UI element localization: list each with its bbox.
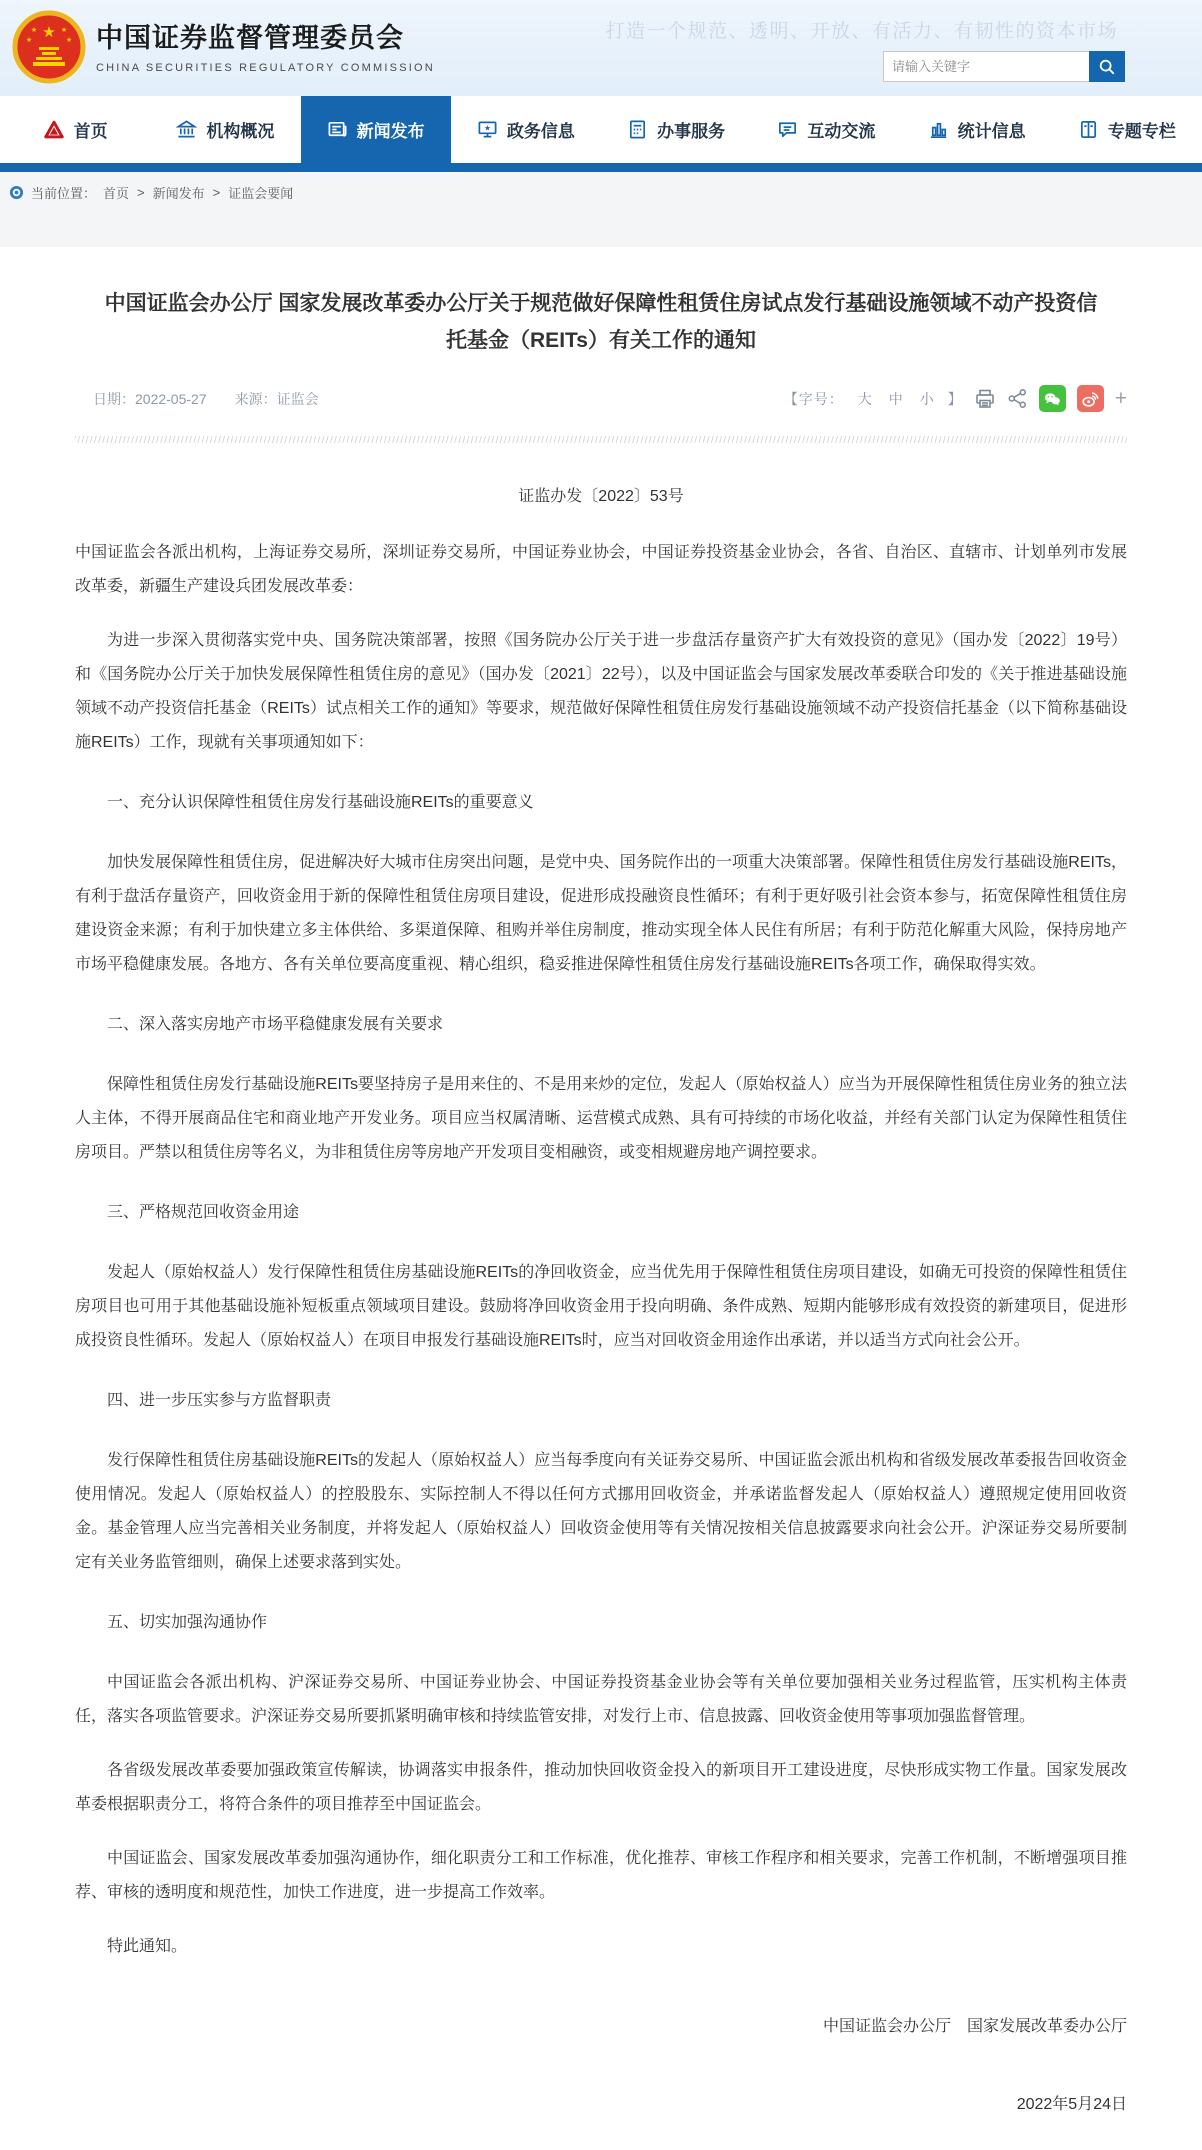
org-name-en: CHINA SECURITIES REGULATORY COMMISSION [96,62,435,74]
search-box [883,51,1125,82]
paragraph: 中国证监会、国家发展改革委加强沟通协作，细化职责分工和工作标准，优化推荐、审核工作程序和相关要求，完善工作机制，不断增强项目推荐、审核的透明度和规范性，加快工作进度，进一步提高工作效率。 [75,1850,1127,1901]
news-icon [327,119,348,140]
paragraph: 加快发展保障性租赁住房，促进解决好大城市住房突出问题，是党中央、国务院作出的一项重大决策部署。保障性租赁住房发行基础设施REITs，有利于盘活存量资产，回收资金用于新的保障性租赁住房项目建设，促进形成投融资良性循环；有利于更好吸引社会资本参与，拓宽保障性租赁住房建设资金来源；有利于加快建立多主体供给、多渠道保障、租购并举住房制度，推动实现全体人民住有所居；有利于防范化解重大风险，保持房地产市场平稳健康发展。各地方、各有关单位要高度重视、精心组织，稳妥推进保障性租赁住房发行基础设施REITs各项工作，确保取得实效。 [75,854,1127,973]
font-size-label-end: 】 [947,390,963,407]
weibo-icon [1080,389,1100,409]
font-size-small-button[interactable]: 小 [919,390,934,407]
breadcrumb-separator: > [212,185,221,200]
paragraph: 各省级发展改革委要加强政策宣传解读，协调落实申报条件，推动加快回收资金投入的新项目开工建设进度，尽快形成实物工作量。国家发展改革委根据职责分工，将符合条件的项目推荐至中国证监会。 [75,1762,1127,1813]
svg-text:★: ★ [65,37,73,44]
main-nav [0,96,1202,172]
nav-item-about[interactable] [150,96,300,172]
special-icon [1078,119,1099,140]
breadcrumb [9,183,1202,202]
source-label: 来源： [234,390,277,407]
monitor-icon [477,119,498,140]
section-heading-1: 一、充分认识保障性租赁住房发行基础设施REITs的重要意义 [107,794,534,811]
nav-label: 政务信息 [506,122,575,141]
article-meta-row [75,385,1127,412]
article-date: 2022-05-27 [135,390,207,407]
article-source: 证监会 [276,390,319,407]
nav-label: 机构概况 [206,122,275,141]
paragraph: 保障性租赁住房发行基础设施REITs要坚持房子是用来住的、不是用来炒的定位，发起人（原始权益人）应当为开展保障性租赁住房业务的独立法人主体，不得开展商品住宅和商业地产开发业务。项目应当权属清晰、运营模式成熟、具有可持续的市场化收益，并经有关部门认定为保障性租赁住房项目。严禁以租赁住房等名义，为非租赁住房等房地产开发项目变相融资，或变相规避房地产调控要求。 [75,1076,1127,1161]
nav-item-news[interactable] [301,96,451,172]
article-meta [93,389,319,409]
breadcrumb-home[interactable]: 首页 [103,186,130,201]
share-icon[interactable] [1007,388,1028,409]
search-button[interactable] [1089,51,1125,82]
national-emblem-logo [12,10,86,84]
section-heading-5: 五、切实加强沟通协作 [107,1614,268,1631]
print-button[interactable] [974,388,996,410]
salutation: 中国证监会各派出机构，上海证券交易所，深圳证券交易所，中国证券业协会，中国证券投资基金业协会，各省、自治区、直辖市、计划单列市发展改革委，新疆生产建设兵团发展改革委： [75,544,1127,595]
org-name-cn: 中国证券监督管理委员会 [96,23,404,53]
wechat-share-button[interactable] [1039,385,1066,412]
signature-date: 2022年5月24日 [1016,2096,1127,2113]
section-heading-3: 三、严格规范回收资金用途 [107,1204,300,1221]
paragraph: 发起人（原始权益人）发行保障性租赁住房基础设施REITs的净回收资金，应当优先用于保障性租赁住房项目建设，如确无可投资的保障性租赁住房项目也可用于其他基础设施补短板重点领域项目建设。鼓励将净回收资金用于投向明确、条件成熟、短期内能够形成有效投资的新建项目，促进形成投资良性循环。发起人（原始权益人）在项目申报发行基础设施REITs时，应当对回收资金用途作出承诺，并以适当方式向社会公开。 [75,1264,1127,1349]
nav-item-statistics[interactable] [902,96,1052,172]
article-tools [784,385,1127,412]
csrc-logo-icon [43,119,65,141]
paragraph: 中国证监会各派出机构、沪深证券交易所、中国证券业协会、中国证券投资基金业协会等有关单位要加强相关业务过程监管，压实机构主体责任，落实各项监管要求。沪深证券交易所要抓紧明确审核和持续监管安排，对发行上市、信息披露、回收资金使用等事项加强监督管理。 [75,1674,1127,1725]
service-icon [627,119,648,140]
nav-item-services[interactable] [601,96,751,172]
nav-label: 办事服务 [657,122,726,141]
header-slogan: 打造一个规范、透明、开放、有活力、有韧性的资本市场 [605,20,1118,42]
weibo-share-button[interactable] [1077,385,1104,412]
search-input[interactable] [883,51,1089,82]
svg-text:★: ★ [25,37,33,44]
stats-icon [928,119,949,140]
svg-text:★: ★ [60,27,68,34]
bank-icon [176,119,197,140]
paragraph: 发行保障性租赁住房基础设施REITs的发起人（原始权益人）应当每季度向有关证券交易所、中国证监会派出机构和省级发展改革委报告回收资金使用情况。发起人（原始权益人）的控股股东、实际控制人不得以任何方式挪用回收资金，并承诺监督发起人（原始权益人）遵照规定使用回收资金。基金管理人应当完善相关业务制度，并将发起人（原始权益人）回收资金使用等有关情况按相关信息披露要求向社会公开。沪深证券交易所要制定有关业务监管细则，确保上述要求落到实处。 [75,1452,1127,1571]
org-title-block [96,16,435,74]
article [0,247,1202,2150]
search-icon [1098,58,1116,76]
svg-text:★: ★ [42,24,56,41]
nav-label: 首页 [73,122,108,141]
font-size-medium-button[interactable]: 中 [888,390,903,407]
breadcrumb-current[interactable]: 证监会要闻 [228,186,294,201]
breadcrumb-news[interactable]: 新闻发布 [152,186,205,201]
paragraph: 为进一步深入贯彻落实党中央、国务院决策部署，按照《国务院办公厅关于进一步盘活存量资产扩大有效投资的意见》（国办发〔2022〕19号）和《国务院办公厅关于加快发展保障性租赁住房的意见》（国办发〔2021〕22号），以及中国证监会与国家发展改革委联合印发的《关于推进基础设施领域不动产投资信托基金（REITs）试点相关工作的通知》等要求，规范做好保障性租赁住房发行基础设施领域不动产投资信托基金（以下简称基础设施REITs）工作，现就有关事项通知如下： [75,632,1127,751]
font-size-label: 【字号： [783,390,844,407]
svg-text:★: ★ [483,123,491,133]
more-share-button[interactable]: + [1114,387,1127,410]
signature: 中国证监会办公厅 国家发展改革委办公厅 [822,2018,1127,2035]
nav-label: 专题专栏 [1107,122,1176,141]
hatched-divider [75,436,1127,443]
article-body [75,536,1127,1964]
breadcrumb-zone [0,172,1202,247]
font-size-large-button[interactable]: 大 [857,390,872,407]
nav-item-special[interactable] [1052,96,1202,172]
svg-text:★: ★ [30,27,38,34]
nav-item-gov-info[interactable] [451,96,601,172]
site-header [0,0,1202,96]
nav-label: 统计信息 [957,122,1026,141]
section-heading-4: 四、进一步压实参与方监督职责 [107,1392,332,1409]
chat-icon [777,119,798,140]
date-label: 日期： [93,390,135,407]
nav-item-interaction[interactable] [751,96,901,172]
page-title: 中国证监会办公厅 国家发展改革委办公厅关于规范做好保障性租赁住房试点发行基础设施领域不动产投资信托基金（REITs）有关工作的通知 [104,292,1098,352]
location-icon [9,185,24,200]
nav-item-home[interactable] [0,96,150,172]
section-heading-2: 二、深入落实房地产市场平稳健康发展有关要求 [107,1016,444,1033]
doc-number: 证监办发〔2022〕53号 [518,488,684,505]
wechat-icon [1042,389,1062,409]
nav-label: 新闻发布 [356,122,425,141]
nav-label: 互动交流 [807,122,876,141]
breadcrumb-separator: > [137,185,145,200]
breadcrumb-label: 当前位置： [31,186,97,201]
closing-line: 特此通知。 [107,1938,188,1955]
